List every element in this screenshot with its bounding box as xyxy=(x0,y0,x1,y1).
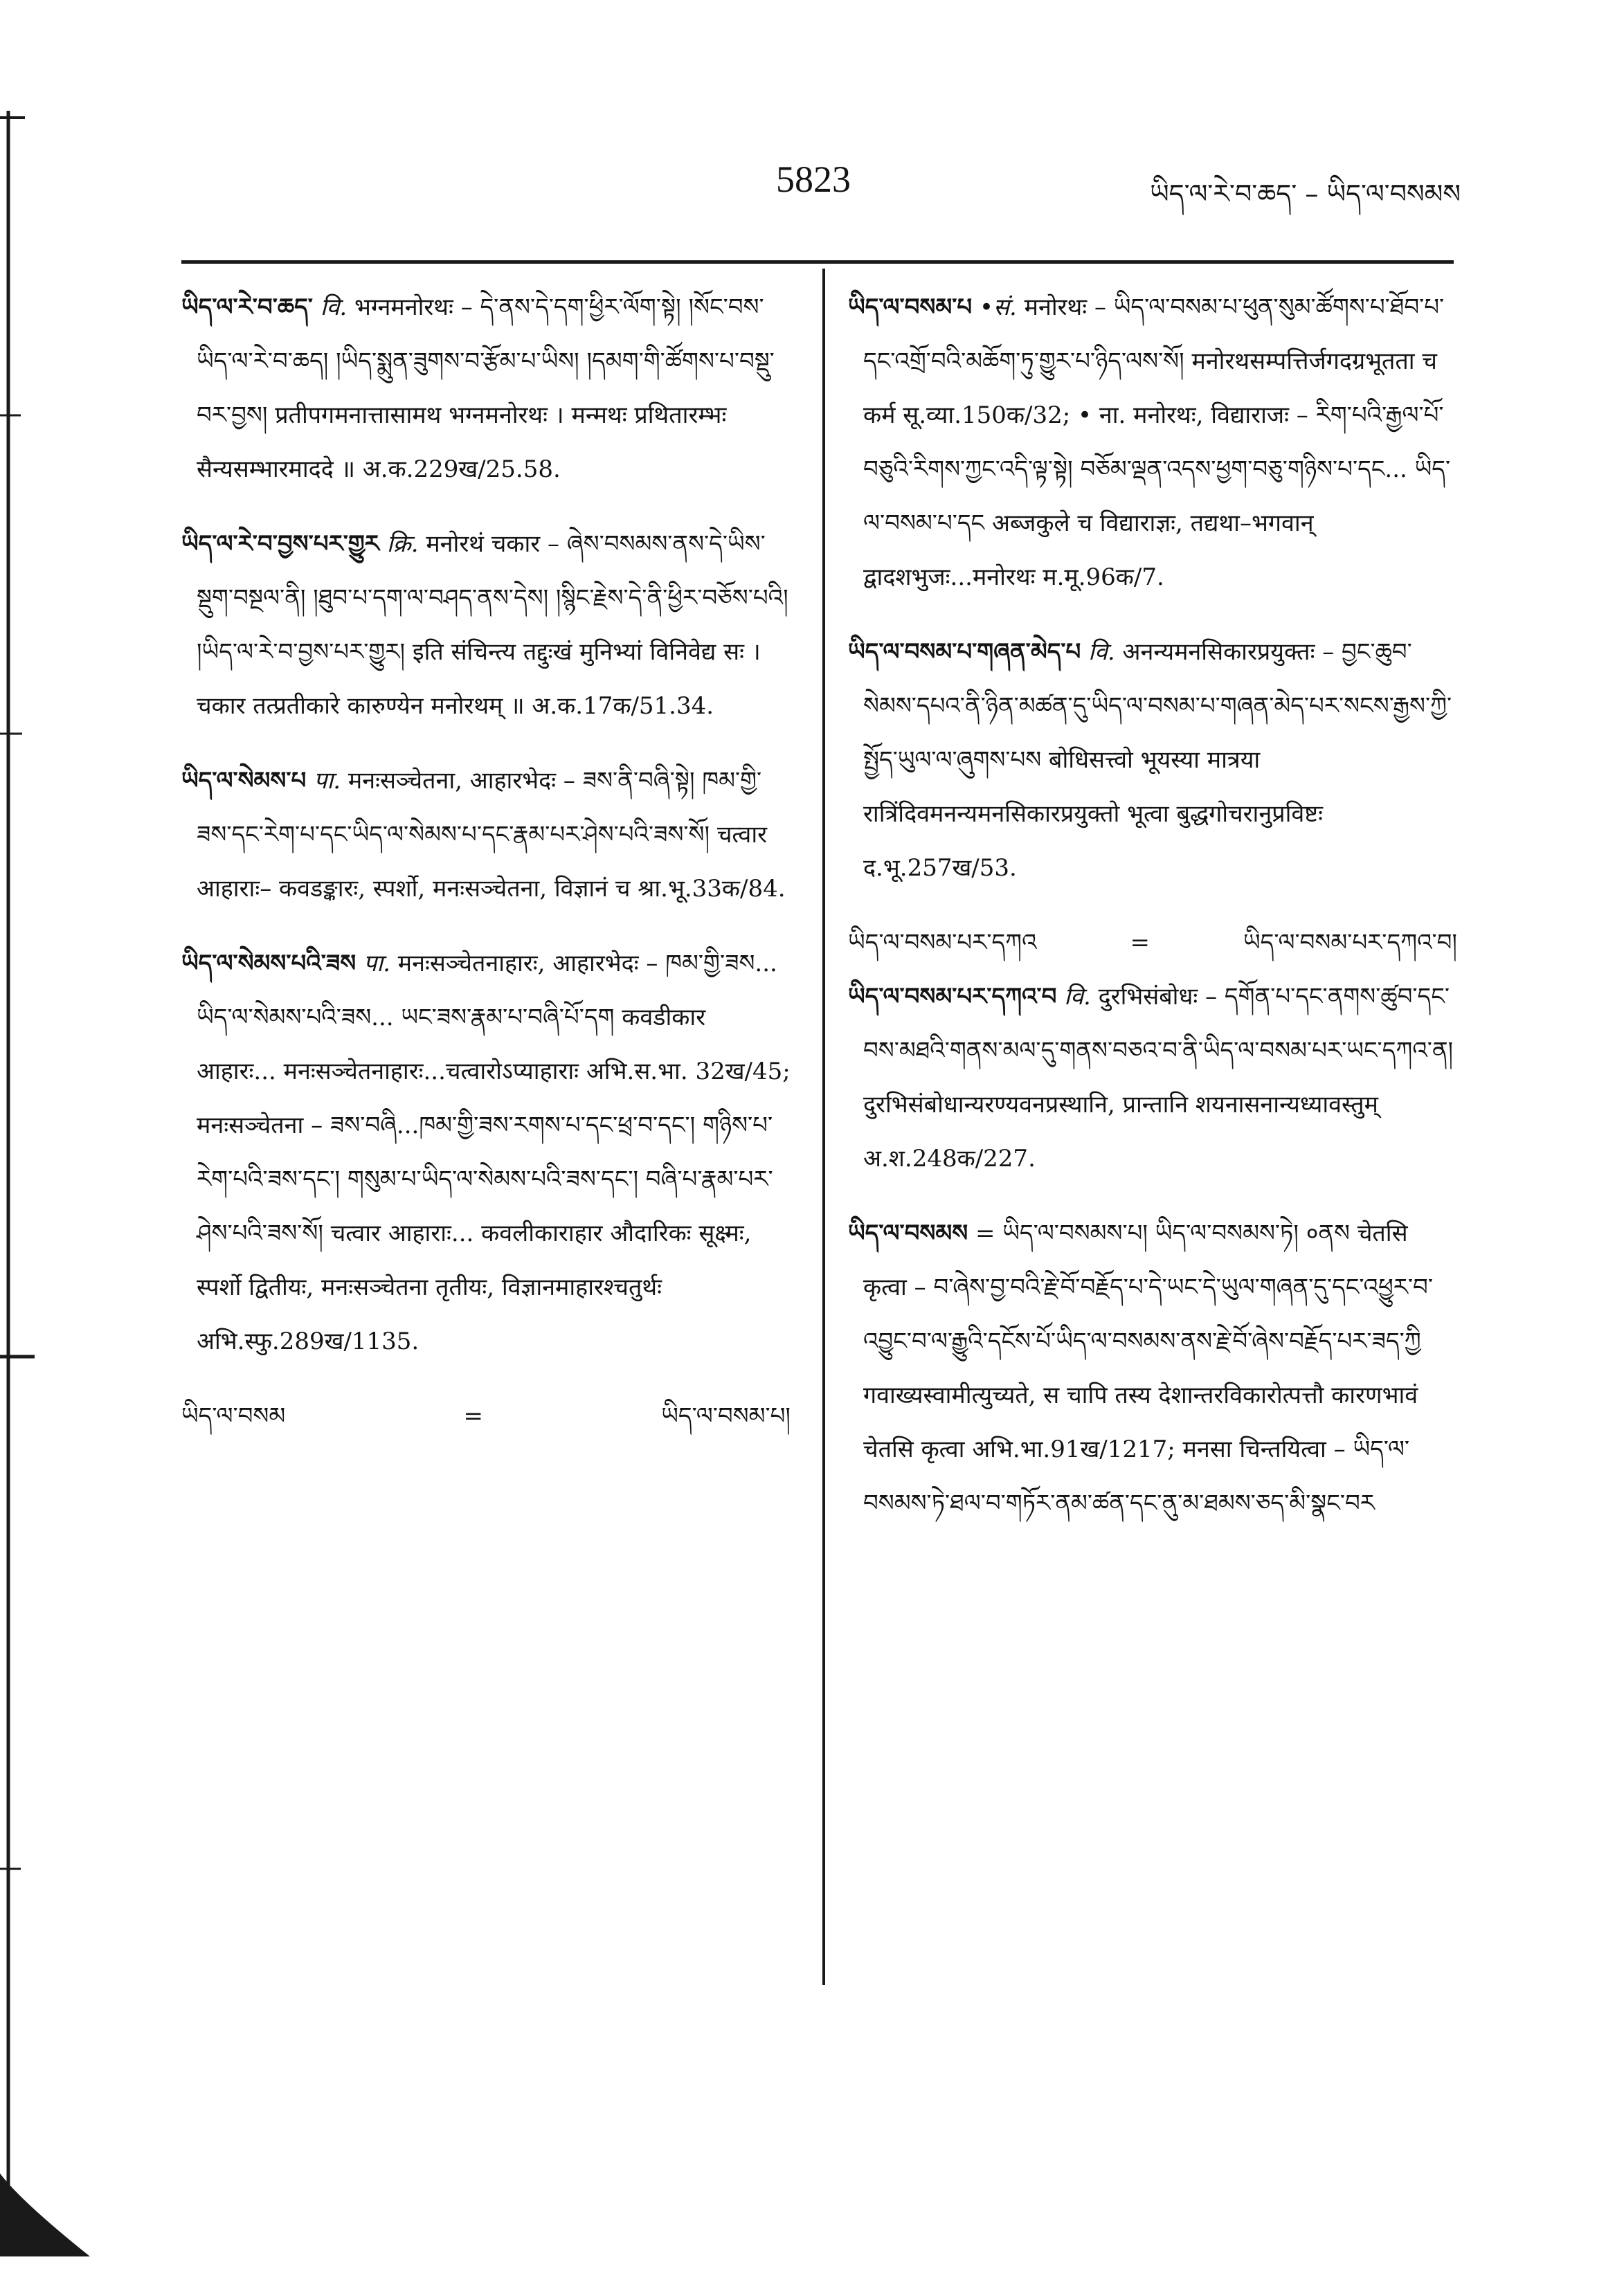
entry-headword: ཡིད་ལ་རེ་བ་ཆད་ xyxy=(181,293,313,321)
dictionary-entry xyxy=(181,937,791,1368)
xref-equals: = xyxy=(463,1402,483,1430)
grammar-label: क्रि. xyxy=(386,530,419,558)
entry-headword: ཡིད་ལ་སེམས་པའི་ཟས xyxy=(181,950,357,977)
dictionary-entry xyxy=(848,625,1457,895)
xref-target: ཡིད་ལ་བསམ་པར་དཀའ་བ། xyxy=(1243,929,1457,957)
dictionary-entry xyxy=(181,280,791,496)
entry-body: अनन्यमनसिकारप्रयुक्तः – བྱང་ཆུབ་སེམས་དཔའ་ནི་ཉིན་མཚན་དུ་ཡིད་ལ་བསམ་པ་གཞན་མེད་པར་སངས་རྒྱས་ཀྱི་སྤྱོད་ཡུལ་ལ་ཞུགས་པས बोधिसत्त्वो भूयस्या मात्रया रात्रिंदिवमनन्यमनसिकारप्रयुक्तो भूत्वा बुद्धगोचरानुप्रविष्टः द.भू.257ख/53. xyxy=(863,638,1452,882)
grammar-label: •सं. xyxy=(979,293,1017,321)
entry-headword: ཡིད་ལ་བསམ་པ xyxy=(848,293,973,321)
grammar-label: वि. xyxy=(1064,983,1091,1011)
dictionary-entry xyxy=(848,280,1457,604)
running-head: ཡིད་ལ་རེ་བ་ཆད་ – ཡིད་ལ་བསམས xyxy=(1150,179,1461,209)
grammar-label: वि. xyxy=(1088,638,1115,666)
page-number: 5823 xyxy=(776,159,851,200)
dictionary-entry xyxy=(848,970,1457,1186)
dictionary-entry xyxy=(181,517,791,733)
grammar-label: पा. xyxy=(363,950,390,977)
cross-reference xyxy=(181,1389,791,1443)
entry-headword: ཡིད་ལ་སེམས་པ xyxy=(181,767,307,795)
book-spine-edge xyxy=(0,0,97,2271)
header-rule xyxy=(181,260,1454,264)
xref-term: ཡིད་ལ་བསམ xyxy=(181,1402,286,1430)
entry-body: भग्नमनोरथः – དེ་ནས་དེ་དག་ཕྱིར་ལོག་སྟེ། །སོང་བས་ཡིད་ལ་རེ་བ་ཆད། །ཡིད་སྨུན་ཟུགས་བ་རྩོམ་པ་ཡིས། །དམག་གི་ཚོགས་པ་བསྡུ་བར་བྱས། प्रतीपगमनात्तासामथ भग्नमनोरथः । मन्मथः प्रथितारम्भः सैन्यसम्भारमाददे ॥ अ.क.229ख/25.58. xyxy=(197,293,775,483)
grammar-label: वि. xyxy=(320,293,348,321)
entry-headword: ཡིད་ལ་བསམ་པར་དཀའ་བ xyxy=(848,983,1057,1011)
entry-body: दुरभिसंबोधः – དགོན་པ་དང་ནགས་ཚུབ་དང་བས་མཐའི་གནས་མལ་དུ་གནས་བཅའ་བ་ནི་ཡིད་ལ་བསམ་པར་ཡང་དཀའ་ན། दुरभिसंबोधान्यरण्यवनप्रस्थानि, प्रान्तानि शयनासनान्यध्यावस्तुम् अ.श.248क/227. xyxy=(863,983,1454,1173)
entry-body: मनोरथः – ཡིད་ལ་བསམ་པ་ཕུན་སུམ་ཚོགས་པ་ཐོབ་པ་དང་འགྲོ་བའི་མཆོག་ཏུ་གྱུར་པ་ཉིད་ལས་སོ། मनोरथसम्पत्तिर्जगदग्रभूतता च कर्म सू.व्या.150क/32; • ना. मनोरथः, विद्याराजः – རིག་པའི་རྒྱལ་པོ་བཅུའི་རིགས་ཀྱང་འདི་ལྟ་སྟེ། བཅོམ་ལྡན་འདས་ཕྱག་བཅུ་གཉིས་པ་དང... ཡིད་ལ་བསམ་པ་དང अब्जकुले च विद्याराज्ञः, तद्यथा–भगवान् द्वादशभुजः...मनोरथः म.मू.96क/7. xyxy=(863,293,1451,591)
xref-term: ཡིད་ལ་བསམ་པར་དཀའ xyxy=(848,929,1037,957)
cross-reference xyxy=(848,916,1457,970)
entry-body: मनःसञ्चेतना, आहारभेदः – ཟས་ནི་བཞི་སྟེ། ཁམ་གྱི་ཟས་དང་རེག་པ་དང་ཡིད་ལ་སེམས་པ་དང་རྣམ་པར་ཤེས་པའི་ཟས་སོ། चत्वार आहाराः– कवडङ्कारः, स्पर्शो, मनःसञ्चेतना, विज्ञानं च श्रा.भू.33क/84. xyxy=(197,767,786,903)
dictionary-entry xyxy=(848,1206,1457,1530)
column-divider xyxy=(822,269,825,1985)
right-column xyxy=(848,280,1457,1551)
entry-headword: ཡིད་ལ་བསམ་པ་གཞན་མེད་པ xyxy=(848,638,1081,666)
dictionary-entry xyxy=(181,754,791,916)
entry-body: = ཡིད་ལ་བསམས་པ། ཡིད་ལ་བསམས་ཏེ། ०ནས चेतसि कृत्वा – བ་ཞེས་བྱ་བའི་རྗེ་བོ་བརྗོད་པ་དེ་ཡང་དེ་ཡུལ་གཞན་དུ་དང་འཕྱུར་བ་འབྱུང་བ་ལ་རྒྱུའི་དངོས་པོ་ཡིད་ལ་བསམས་ནས་རྗེ་བོ་ཞེས་བརྗོད་པར་ཟད་ཀྱི गवाख्यस्वामीत्युच्यते, स चापि तस्य देशान्तरविकारोत्पत्तौ कारणभावं चेतसि कृत्वा अभि.भा.91ख/1217; मनसा चिन्तयित्वा – ཡིད་ལ་བསམས་ཏེ་ཐལ་བ་གཏོར་ནམ་ཚན་དང་ནུ་མ་ཐམས་ཅད་མི་སྣང་བར xyxy=(863,1220,1433,1517)
entry-body: मनोरथं चकार – ཞེས་བསམས་ནས་དེ་ཡིས་སྡུག་བསྔལ་ནི། །ཐུབ་པ་དག་ལ་བཤད་ནས་དེས། །སྙིང་རྗེས་དེ་ནི་ཕྱིར་བཅོས་པའི། །ཡིད་ལ་རེ་བ་བྱས་པར་གྱུར། इति संचिन्त्य तद्दुःखं मुनिभ्यां विनिवेद्य सः । चकार तत्प्रतीकारे कारुण्येन मनोरथम् ॥ अ.क.17क/51.34. xyxy=(197,530,788,720)
entry-body: मनःसञ्चेतनाहारः, आहारभेदः – ཁམ་གྱི་ཟས... ཡིད་ལ་སེམས་པའི་ཟས... ཡང་ཟས་རྣམ་པ་བཞི་པོ་དག कवडीकार आहारः... मनःसञ्चेतनाहारः...चत्वारोऽप्याहाराः अभि.स.भा. 32ख/45; मनःसञ्चेतना – ཟས་བཞི...ཁམ་གྱི་ཟས་རགས་པ་དང་ཕྲ་བ་དང་། གཉིས་པ་རེག་པའི་ཟས་དང་། གསུམ་པ་ཡིད་ལ་སེམས་པའི་ཟས་དང་། བཞི་པ་རྣམ་པར་ཤེས་པའི་ཟས་སོ། चत्वार आहाराः... कवलीकाराहार औदारिकः सूक्ष्मः, स्पर्शो द्वितीयः, मनःसञ्चेतना तृतीयः, विज्ञानमाहारश्चतुर्थः अभि.स्फु.289ख/1135. xyxy=(197,950,791,1355)
xref-equals: = xyxy=(1130,929,1150,957)
entry-headword: ཡིད་ལ་བསམས xyxy=(848,1220,968,1247)
grammar-label: पा. xyxy=(314,767,341,795)
entry-headword: ཡིད་ལ་རེ་བ་བྱས་པར་གྱུར xyxy=(181,530,379,558)
xref-target: ཡིད་ལ་བསམ་པ། xyxy=(661,1402,791,1430)
left-column xyxy=(181,280,791,1443)
